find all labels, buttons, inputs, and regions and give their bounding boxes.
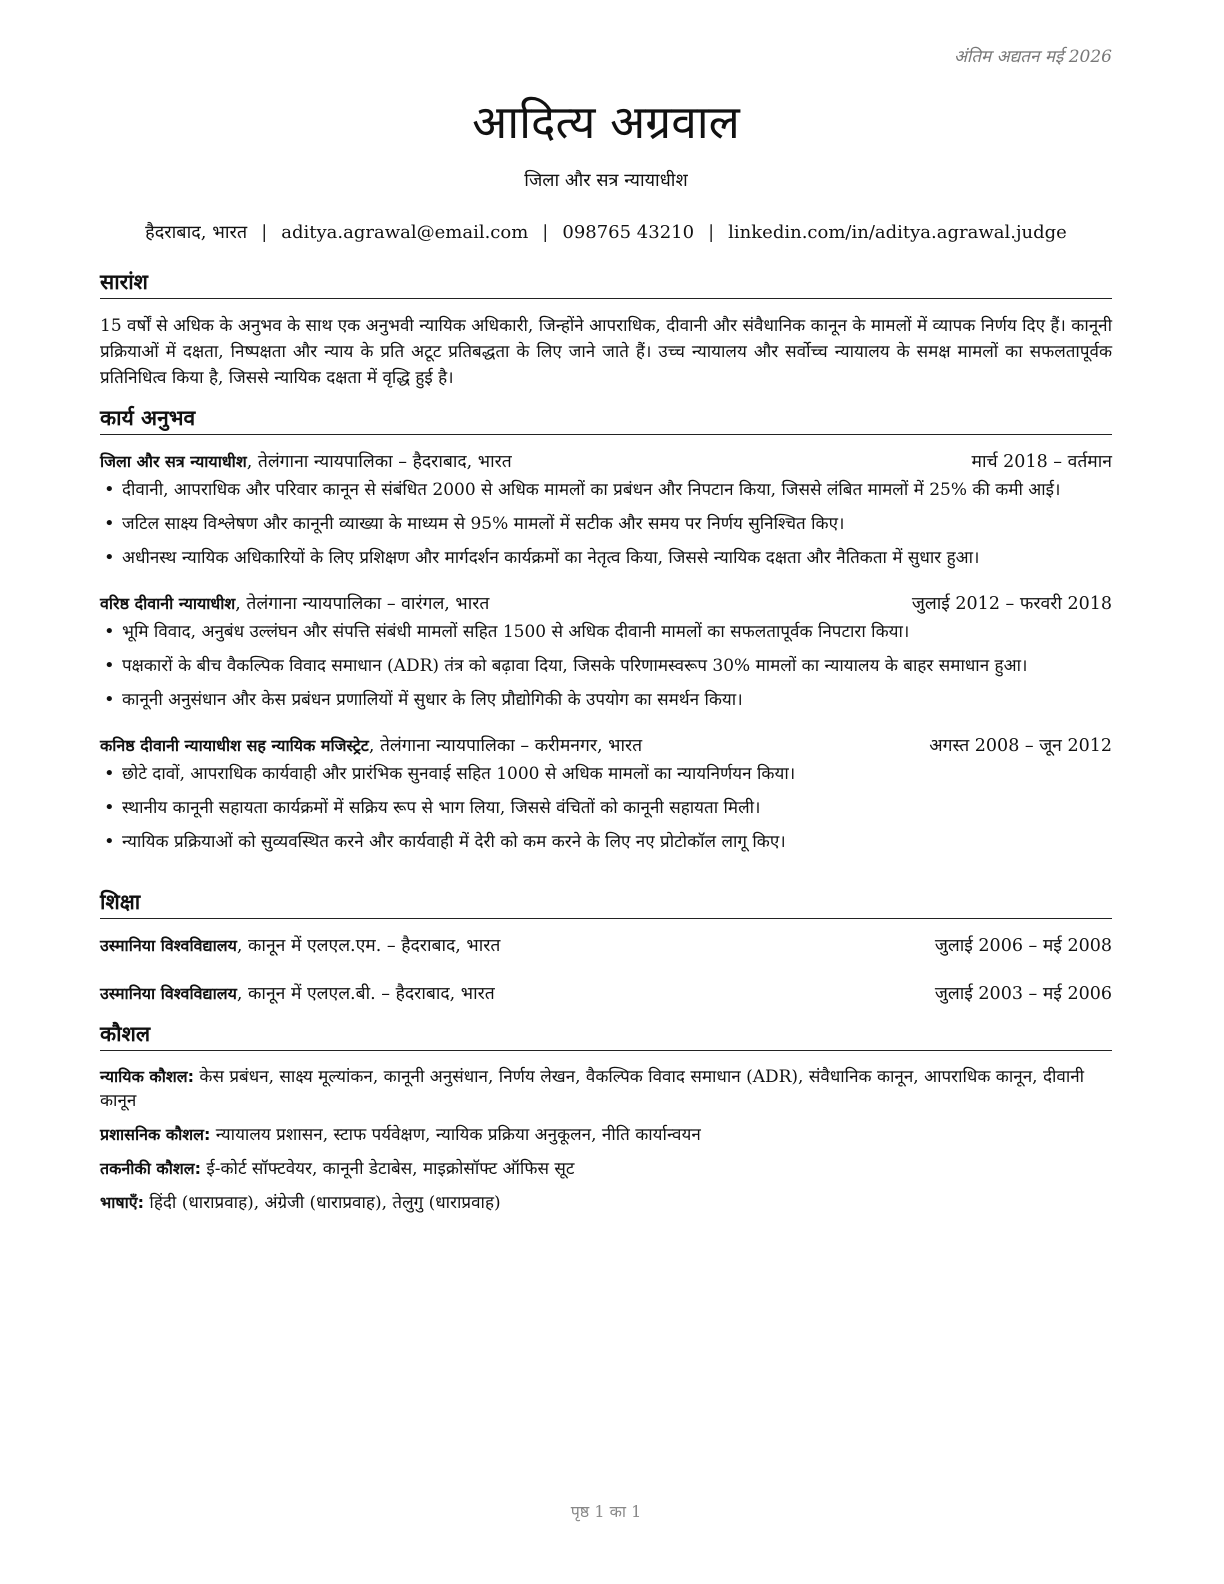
skill-label: भाषाएँ: bbox=[100, 1193, 145, 1212]
skill-text: न्यायालय प्रशासन, स्टाफ पर्यवेक्षण, न्यायिक प्रक्रिया अनुकूलन, नीति कार्यान्वयन bbox=[210, 1125, 701, 1145]
job-dates: जुलाई 2012 – फरवरी 2018 bbox=[911, 594, 1112, 614]
skill-label: तकनीकी कौशल: bbox=[100, 1159, 201, 1178]
skills-list bbox=[100, 1065, 1112, 1215]
skill-text: हिंदी (धाराप्रवाह), अंग्रेजी (धाराप्रवाह), तेलुगु (धाराप्रवाह) bbox=[144, 1193, 501, 1213]
contact-separator: | bbox=[708, 222, 715, 243]
job-bullet: • स्थानीय कानूनी सहायता कार्यक्रमों में सक्रिय रूप से भाग लिया, जिससे वंचितों को कानूनी सहायता मिली। bbox=[100, 797, 1112, 819]
education-entry bbox=[100, 933, 1112, 957]
summary-heading: सारांश bbox=[100, 268, 1112, 299]
job-bullets bbox=[100, 479, 1112, 569]
education-dates: जुलाई 2006 – मई 2008 bbox=[934, 936, 1112, 956]
job-role: वरिष्ठ दीवानी न्यायाधीश bbox=[100, 594, 236, 613]
job-bullets bbox=[100, 763, 1112, 853]
education-school: उस्मानिया विश्वविद्यालय bbox=[100, 984, 237, 1003]
summary-text: 15 वर्षों से अधिक के अनुभव के साथ एक अनुभवी न्यायिक अधिकारी, जिन्होंने आपराधिक, दीवानी और संवैधानिक कानून के मामलों में व्यापक निर्णय दिए हैं। कानूनी प्रक्रियाओं में दक्षता, निष्पक्षता और न्याय के प्रति अटूट प्रतिबद्धता के लिए जाने जाते हैं। उच्च न्यायालय और सर्वोच्च न्यायालय के समक्ष मामलों का सफलतापूर्वक प्रतिनिधित्व किया है, जिससे न्यायिक दक्षता में वृद्धि हुई है। bbox=[100, 316, 1112, 388]
contact-line bbox=[100, 220, 1112, 244]
job-bullet: • जटिल साक्ष्य विश्लेषण और कानूनी व्याख्या के माध्यम से 95% मामलों में सटीक और समय पर निर्णय सुनिश्चित किए। bbox=[100, 513, 1112, 535]
last-updated: अंतिम अद्यतन मई 2026 bbox=[953, 47, 1112, 67]
page-number: पृष्ठ 1 का 1 bbox=[570, 1502, 642, 1521]
resume-page bbox=[100, 0, 1112, 1584]
job-bullet: • पक्षकारों के बीच वैकल्पिक विवाद समाधान (ADR) तंत्र को बढ़ावा दिया, जिसके परिणामस्वरूप 30% मामलों का न्यायालय के बाहर समाधान हुआ। bbox=[100, 655, 1112, 677]
candidate-name: आदित्य अग्रवाल bbox=[472, 95, 740, 149]
job-role: कनिष्ठ दीवानी न्यायाधीश सह न्यायिक मजिस्ट्रेट bbox=[100, 736, 369, 755]
job-role: जिला और सत्र न्यायाधीश bbox=[100, 452, 247, 471]
contact-phone[interactable]: 098765 43210 bbox=[562, 222, 695, 243]
skill-row bbox=[100, 1191, 1112, 1215]
education-entry bbox=[100, 981, 1112, 1005]
job-bullet: • छोटे दावों, आपराधिक कार्यवाही और प्रारंभिक सुनवाई सहित 1000 से अधिक मामलों का न्यायनिर्णयन किया। bbox=[100, 763, 1112, 785]
job-entry bbox=[100, 733, 1112, 853]
education-dates: जुलाई 2003 – मई 2006 bbox=[934, 984, 1112, 1004]
job-bullet: • न्यायिक प्रक्रियाओं को सुव्यवस्थित करने और कार्यवाही में देरी को कम करने के लिए नए प्रोटोकॉल लागू किए। bbox=[100, 831, 1112, 853]
job-bullet: • दीवानी, आपराधिक और परिवार कानून से संबंधित 2000 से अधिक मामलों का प्रबंधन और निपटान किया, जिससे लंबित मामलों में 25% की कमी आई। bbox=[100, 479, 1112, 501]
education-detail: , कानून में एलएल.एम. – हैदराबाद, भारत bbox=[236, 936, 501, 956]
skill-row bbox=[100, 1123, 1112, 1147]
education-heading: शिक्षा bbox=[100, 888, 1112, 919]
job-header bbox=[100, 591, 1112, 615]
skill-row bbox=[100, 1065, 1112, 1113]
skill-label: प्रशासनिक कौशल: bbox=[100, 1125, 211, 1144]
job-dates: मार्च 2018 – वर्तमान bbox=[971, 452, 1112, 472]
education-section bbox=[100, 888, 1112, 1005]
job-entry bbox=[100, 449, 1112, 569]
contact-separator: | bbox=[542, 222, 549, 243]
contact-location: हैदराबाद, भारत bbox=[145, 222, 248, 243]
job-dates: अगस्त 2008 – जून 2012 bbox=[929, 736, 1112, 756]
job-org: , तेलंगाना न्यायपालिका – वारंगल, भारत bbox=[235, 594, 490, 614]
job-bullet: • भूमि विवाद, अनुबंध उल्लंघन और संपत्ति संबंधी मामलों सहित 1500 से अधिक दीवानी मामलों का सफलतापूर्वक निपटारा किया। bbox=[100, 621, 1112, 643]
contact-linkedin[interactable]: linkedin.com/in/aditya.agrawal.judge bbox=[728, 222, 1067, 243]
job-bullets bbox=[100, 621, 1112, 711]
skill-text: केस प्रबंधन, साक्ष्य मूल्यांकन, कानूनी अनुसंधान, निर्णय लेखन, वैकल्पिक विवाद समाधान (ADR), संवैधानिक कानून, आपराधिक कानून, दीवानी कानून bbox=[100, 1067, 1085, 1111]
experience-section bbox=[100, 404, 1112, 865]
job-org: , तेलंगाना न्यायपालिका – हैदराबाद, भारत bbox=[246, 452, 512, 472]
skill-row bbox=[100, 1157, 1112, 1181]
summary-section bbox=[100, 268, 1112, 391]
job-bullet: • अधीनस्थ न्यायिक अधिकारियों के लिए प्रशिक्षण और मार्गदर्शन कार्यक्रमों का नेतृत्व किया, जिससे न्यायिक दक्षता और नैतिकता में सुधार हुआ। bbox=[100, 547, 1112, 569]
skills-heading: कौशल bbox=[100, 1020, 1112, 1051]
skill-text: ई-कोर्ट सॉफ्टवेयर, कानूनी डेटाबेस, माइक्रोसॉफ्ट ऑफिस सूट bbox=[201, 1159, 575, 1179]
education-detail: , कानून में एलएल.बी. – हैदराबाद, भारत bbox=[236, 984, 495, 1004]
skills-section bbox=[100, 1020, 1112, 1225]
experience-heading: कार्य अनुभव bbox=[100, 404, 1112, 435]
job-entry bbox=[100, 591, 1112, 711]
job-header bbox=[100, 449, 1112, 473]
job-bullet: • कानूनी अनुसंधान और केस प्रबंधन प्रणालियों में सुधार के लिए प्रौद्योगिकी के उपयोग का समर्थन किया। bbox=[100, 689, 1112, 711]
contact-email[interactable]: aditya.agrawal@email.com bbox=[281, 222, 529, 243]
candidate-title: जिला और सत्र न्यायाधीश bbox=[524, 170, 688, 191]
job-header bbox=[100, 733, 1112, 757]
job-org: , तेलंगाना न्यायपालिका – करीमनगर, भारत bbox=[368, 736, 643, 756]
skill-label: न्यायिक कौशल: bbox=[100, 1067, 194, 1086]
contact-separator: | bbox=[261, 222, 268, 243]
education-school: उस्मानिया विश्वविद्यालय bbox=[100, 936, 237, 955]
